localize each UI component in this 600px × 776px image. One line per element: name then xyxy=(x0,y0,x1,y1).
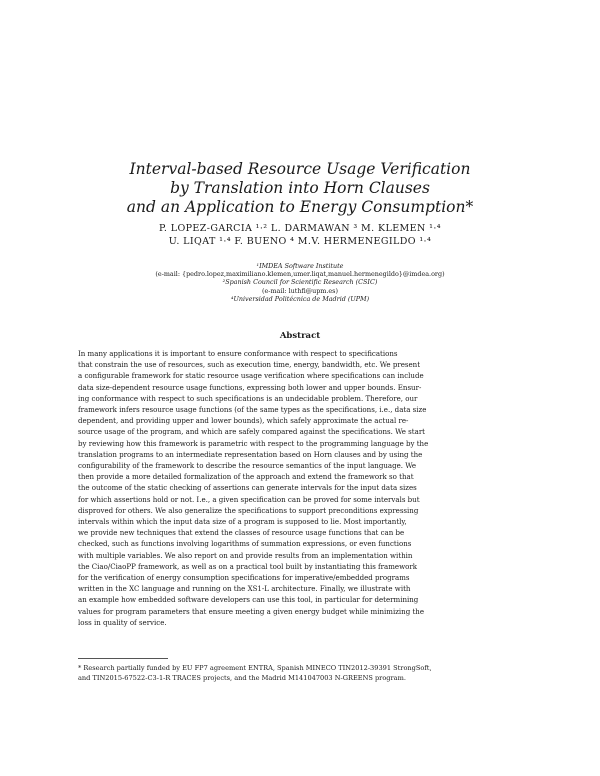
abstract-line: a configurable framework for static resource usage verification where specifications can include xyxy=(78,371,424,381)
abstract-line: dependent, and providing upper and lower bounds), which safely approximate the actual re- xyxy=(78,416,409,426)
abstract-line: by reviewing how this framework is parametric with respect to the programming language by the xyxy=(78,438,429,448)
abstract-line: disproved for others. We also generalize the specifications to support preconditions expressing xyxy=(78,505,419,515)
abstract-line: ing conformance with respect to such specifications is an undecidable problem. Therefore, our xyxy=(78,393,418,403)
author-list xyxy=(60,222,540,248)
paper-title xyxy=(60,160,540,217)
title-line-3: and an Application to Energy Consumption* xyxy=(126,198,474,216)
abstract-line: loss in quality of service. xyxy=(78,617,167,627)
affiliation-line-4: (e-mail: luthfi@upm.es) xyxy=(262,286,338,295)
abstract-line: the Ciao/CiaoPP framework, as well as on a practical tool built by instantiating this framework xyxy=(78,561,418,571)
affiliation-line-5: ⁴Universidad Politécnica de Madrid (UPM) xyxy=(230,294,370,303)
footnote xyxy=(78,663,522,684)
abstract-line: framework infers resource usage functions (of the same types as the specifications, i.e., data size xyxy=(78,405,427,415)
title-line-2: by Translation into Horn Clauses xyxy=(170,179,430,197)
abstract-line: In many applications it is important to ensure conformance with respect to specifications xyxy=(78,349,398,358)
title-line-1: Interval-based Resource Usage Verification xyxy=(129,160,471,178)
abstract-body xyxy=(78,348,522,628)
author-line-2: U. LIQAT ¹·⁴ F. BUENO ⁴ M.V. HERMENEGILDO ¹·⁴ xyxy=(168,236,432,247)
affiliation-line-1: ¹IMDEA Software Institute xyxy=(256,262,344,270)
affiliation-line-2: (e-mail: {pedro.lopez,maximiliano.klemen,umer.liqat,manuel.hermenegildo}@imdea.org) xyxy=(155,270,445,279)
abstract-line: configurability of the framework to describe the resource semantics of the input language. We xyxy=(78,461,417,471)
abstract-line: an example how embedded software developers can use this tool, in particular for determining xyxy=(78,595,419,605)
abstract-line: translation programs to an intermediate representation based on Horn clauses and by using the xyxy=(78,449,423,459)
author-line-1: P. LOPEZ-GARCIA ¹·² L. DARMAWAN ³ M. KLEMEN ¹·⁴ xyxy=(159,223,441,234)
abstract-line: values for program parameters that ensure meeting a given energy budget while minimizing the xyxy=(78,606,425,616)
abstract-line: data size-dependent resource usage functions, expressing both lower and upper bounds. Ensur- xyxy=(78,382,422,392)
abstract-line: checked, such as functions involving logarithms of summation expressions, or even functions xyxy=(78,539,412,549)
affiliations xyxy=(60,262,540,303)
abstract-line: that constrain the use of resources, such as execution time, energy, bandwidth, etc. We present xyxy=(78,360,421,370)
abstract-line: intervals within which the input data size of a program is supposed to lie. Most importantly, xyxy=(78,517,407,527)
affiliation-line-3: ²Spanish Council for Scientific Research (CSIC) xyxy=(222,278,378,287)
footnote-line-1: * Research partially funded by EU FP7 agreement ENTRA, Spanish MINECO TIN2012-39391 StrongSoft, xyxy=(78,664,432,672)
footnote-line-2: and TIN2015-67522-C3-1-R TRACES projects, and the Madrid M141047003 N-GREENS program. xyxy=(78,674,406,683)
abstract-heading: Abstract xyxy=(279,331,321,341)
abstract-line: with multiple variables. We also report on and provide results from an implementation within xyxy=(78,550,413,560)
abstract-line: source usage of the program, and which are safely compared against the specifications. We start xyxy=(78,427,426,437)
abstract-line: written in the XC language and running on the XS1-L architecture. Finally, we illustrate with xyxy=(78,584,411,594)
footnote-rule xyxy=(78,658,168,659)
abstract-line: for the verification of energy consumption specifications for imperative/embedded programs xyxy=(78,573,410,583)
abstract-line: then provide a more detailed formalization of the approach and extend the framework so that xyxy=(78,472,414,482)
abstract-line: for which assertions hold or not. I.e., a given specification can be proved for some intervals but xyxy=(78,494,420,504)
abstract-line: the outcome of the static checking of assertions can generate intervals for the input data sizes xyxy=(78,483,417,493)
abstract-line: we provide new techniques that extend the classes of resource usage functions that can be xyxy=(78,528,405,538)
